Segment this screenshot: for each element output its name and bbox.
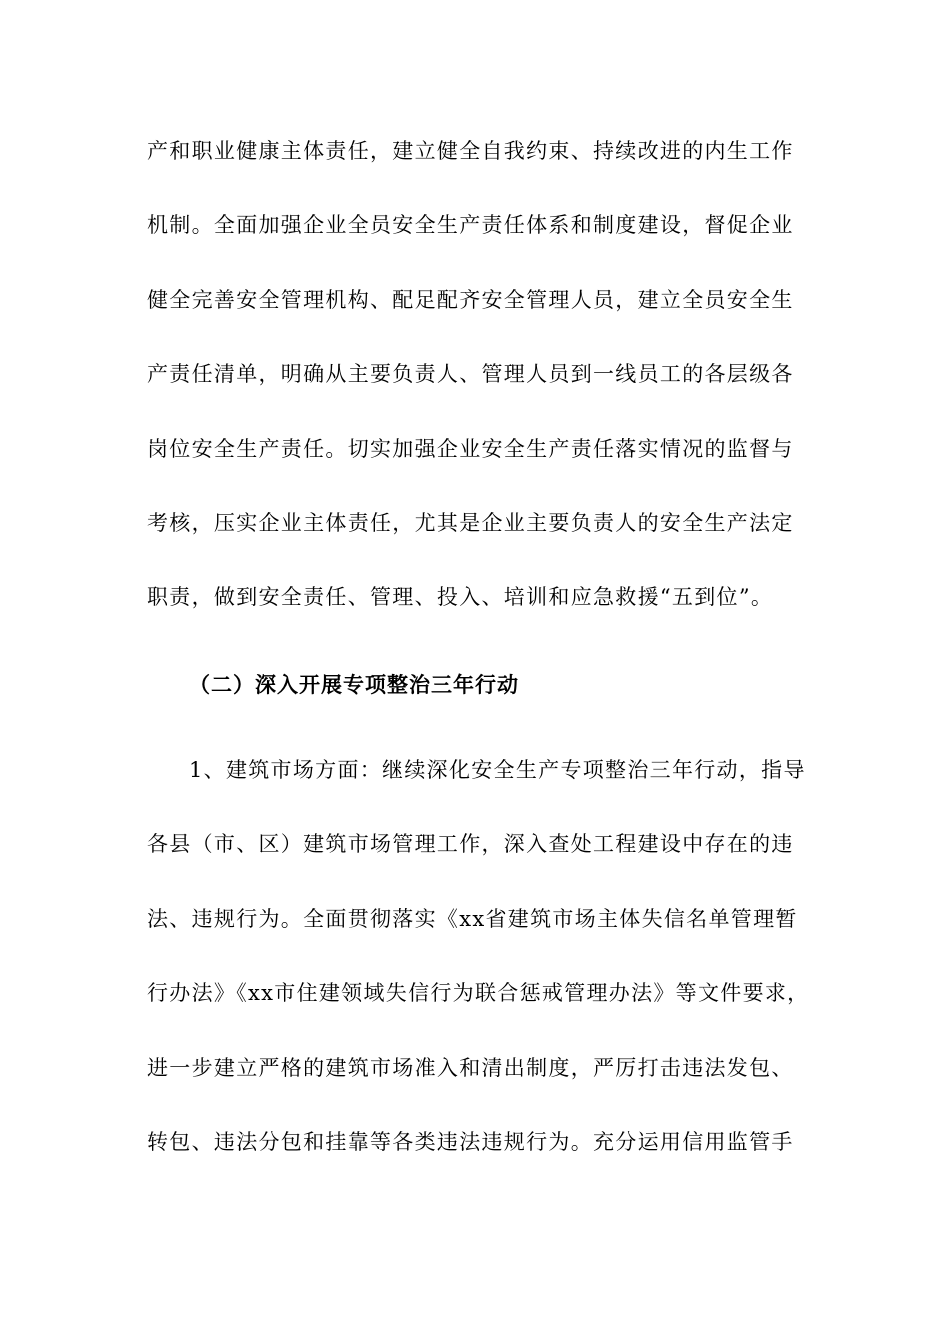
paragraph-line: 产责任清单，明确从主要负责人、管理人员到一线员工的各层级各 xyxy=(147,362,794,386)
paragraph-line: 岗位安全生产责任。切实加强企业安全生产责任落实情况的监督与 xyxy=(147,437,794,461)
paragraph-line: 各县（市、区）建筑市场管理工作，深入查处工程建设中存在的违 xyxy=(147,832,794,856)
paragraph-line: 考核，压实企业主体责任，尤其是企业主要负责人的安全生产法定 xyxy=(147,511,794,535)
paragraph-line: 1、建筑市场方面：继续深化安全生产专项整治三年行动，指导 xyxy=(189,758,806,782)
paragraph-line: 机制。全面加强企业全员安全生产责任体系和制度建设，督促企业 xyxy=(147,213,794,237)
section-heading: （二）深入开展专项整治三年行动 xyxy=(189,673,519,697)
paragraph-line: 进一步建立严格的建筑市场准入和清出制度，严厉打击违法发包、 xyxy=(147,1056,794,1080)
paragraph-line: 法、违规行为。全面贯彻落实《xx省建筑市场主体失信名单管理暂 xyxy=(147,907,798,931)
paragraph-line: 转包、违法分包和挂靠等各类违法违规行为。充分运用信用监管手 xyxy=(147,1130,794,1154)
paragraph-line: 产和职业健康主体责任，建立健全自我约束、持续改进的内生工作 xyxy=(147,139,794,163)
paragraph-line: 职责，做到安全责任、管理、投入、培训和应急救援“五到位”。 xyxy=(147,585,774,609)
paragraph-line: 行办法》《xx市住建领域失信行为联合惩戒管理办法》等文件要求， xyxy=(147,981,810,1005)
paragraph-line: 健全完善安全管理机构、配足配齐安全管理人员，建立全员安全生 xyxy=(147,288,794,312)
